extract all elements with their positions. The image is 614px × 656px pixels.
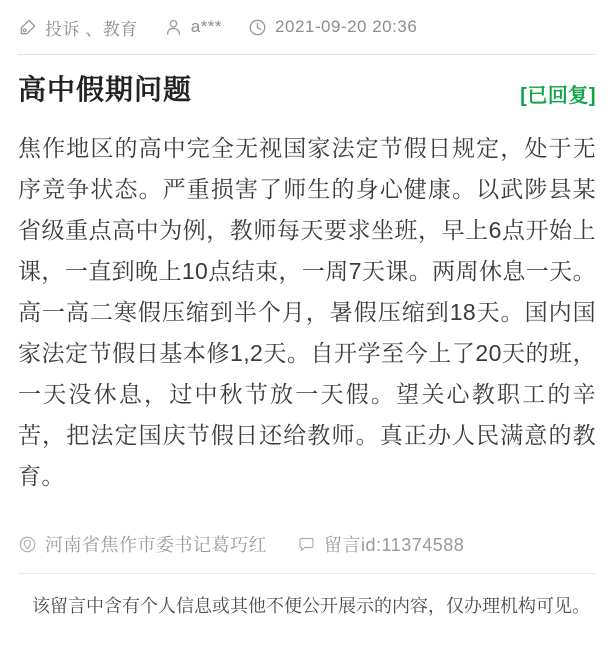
title-row	[18, 73, 596, 108]
recipient-meta[interactable]	[18, 531, 267, 557]
status-badge: [已回复]	[520, 85, 596, 107]
footer-divider	[18, 573, 596, 574]
page-title: 高中假期问题	[18, 74, 193, 105]
category-meta[interactable]	[18, 15, 138, 40]
chat-icon	[297, 535, 316, 554]
author-label: a***	[190, 17, 223, 36]
recipient-label: 河南省焦作市委书记葛巧红	[45, 535, 267, 555]
time-meta	[248, 17, 417, 37]
privacy-notice: 该留言中含有个人信息或其他不便公开展示的内容，仅办理机构可见。	[32, 596, 590, 616]
clock-icon	[248, 18, 267, 37]
message-body: 焦作地区的高中完全无视国家法定节假日规定，处于无序竞争状态。严重损害了师生的身心健康。以武陟县某省级重点高中为例，教师每天要求坐班，早上6点开始上课，一直到晚上10点结束，一周7天课。两周休息一天。高一高二寒假压缩到半个月，暑假压缩到18天。国内国家法定节假日基本修1,2天。自开学至今上了20天的班，一天没休息，过中秋节放一天假。望关心教职工的辛苦，把法定国庆节假日还给教师。真正办人民满意的教育。	[18, 135, 596, 489]
meta-divider	[18, 54, 596, 55]
message-id-meta	[297, 531, 464, 557]
meta-bar	[18, 0, 596, 54]
location-icon	[18, 535, 37, 554]
tag-icon	[18, 18, 37, 37]
time-label: 2021-09-20 20:36	[275, 17, 418, 36]
category-label: 投诉 、教育	[45, 19, 138, 39]
user-icon	[164, 18, 183, 37]
author-meta	[164, 17, 222, 37]
message-id-label: 留言id:11374588	[324, 535, 465, 555]
footer-meta	[18, 531, 596, 557]
